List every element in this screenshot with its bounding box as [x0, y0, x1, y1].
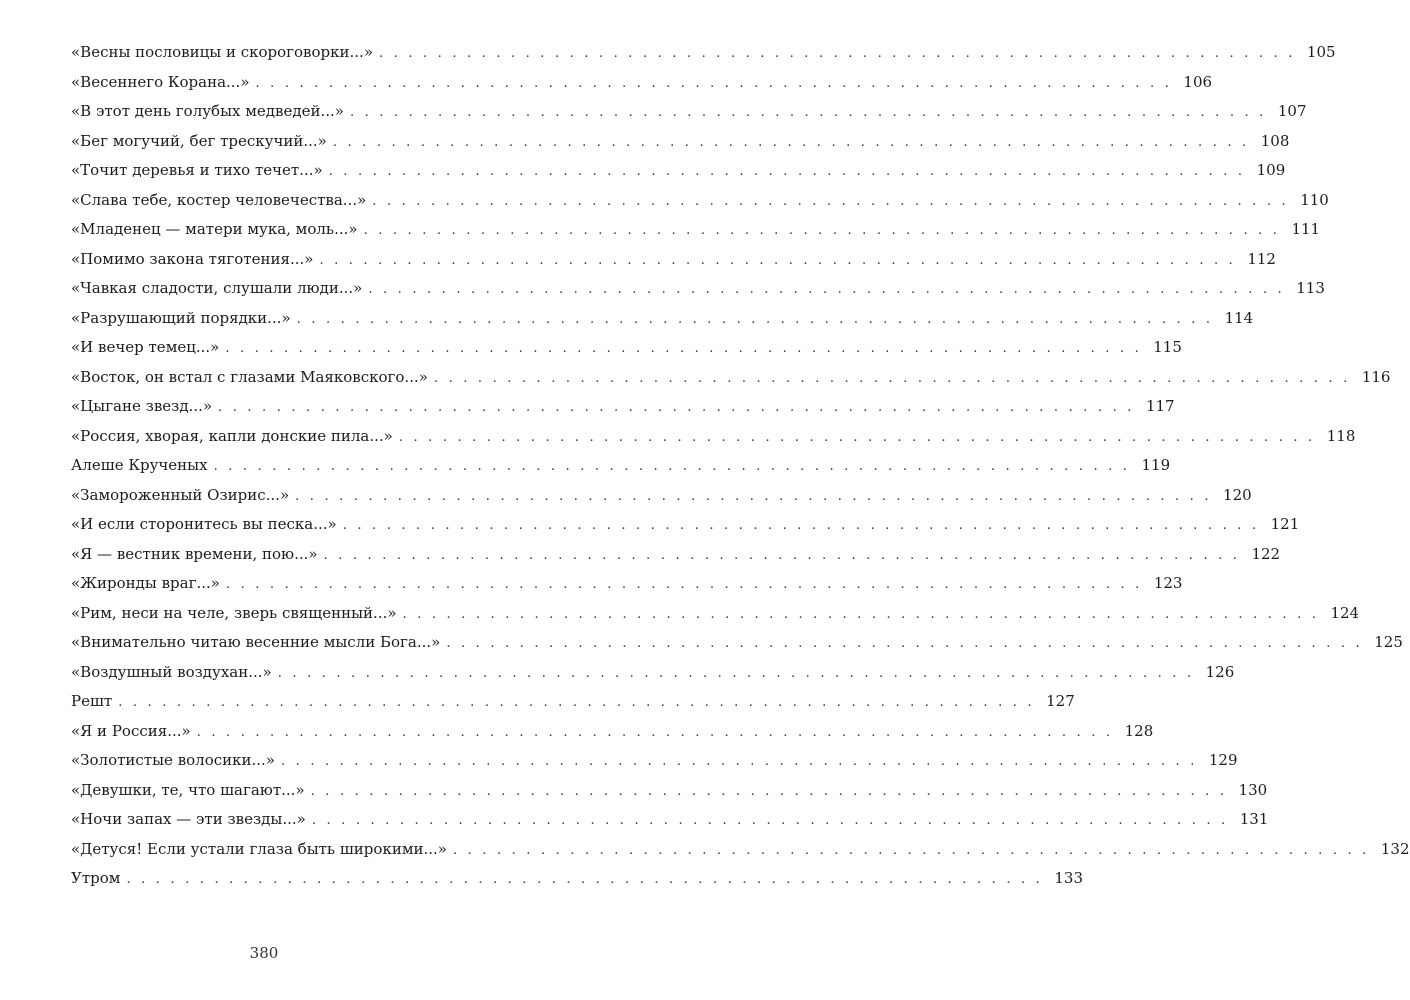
toc-entry-title: «Рим, неси на челе, зверь священный...» [71, 603, 397, 622]
toc-entry [71, 451, 1171, 481]
toc-entry-title: «Младенец — матери мука, моль...» [71, 220, 358, 238]
toc-entry [71, 363, 1391, 393]
toc-entry-page: 114 [1224, 308, 1254, 327]
toc-entry [71, 304, 1254, 334]
toc-entry [71, 864, 1083, 894]
toc-entry-title: «Замороженный Озирис...» [71, 485, 290, 504]
toc-entry [71, 422, 1356, 452]
leader-dots [399, 423, 1316, 453]
leader-dots [118, 688, 1035, 718]
toc-entry-page: 109 [1256, 161, 1286, 179]
leader-dots [372, 187, 1289, 217]
toc-entry-page: 110 [1300, 190, 1329, 209]
toc-entry-page: 130 [1238, 780, 1268, 799]
toc-entry-page: 106 [1183, 72, 1213, 91]
toc-entry [71, 274, 1325, 304]
toc-entry [71, 835, 1410, 865]
toc-entry [71, 687, 1075, 717]
leader-dots [278, 659, 1195, 689]
toc-entry-page: 128 [1124, 721, 1154, 740]
leader-dots [312, 806, 1229, 836]
toc-entry-page: 116 [1361, 367, 1391, 386]
toc-entry-title: «Весеннего Корана...» [71, 72, 250, 91]
toc-entry-title: «Девушки, те, что шагают...» [71, 780, 305, 799]
toc-entry-title: «Слава тебе, костер человечества...» [71, 190, 367, 209]
toc-entry-title: «Весны пословицы и скороговорки...» [71, 43, 373, 61]
toc-entry [71, 776, 1268, 806]
leader-dots [126, 865, 1043, 895]
toc-entry [71, 481, 1252, 511]
toc-entry-title: «Золотистые волосики...» [71, 751, 275, 769]
toc-entry-title: Решт [71, 692, 113, 710]
leader-dots [379, 39, 1296, 69]
leader-dots [311, 777, 1228, 807]
toc-entry-page: 108 [1260, 131, 1290, 150]
toc-entry-title: «Детуся! Если устали глаза быть широкими...» [71, 839, 447, 858]
table-of-contents [71, 38, 1410, 894]
toc-entry-title: «Восток, он встал с глазами Маяковского...» [71, 367, 428, 386]
toc-entry [71, 805, 1269, 835]
toc-entry [71, 599, 1360, 629]
toc-entry-title: «Я и Россия...» [71, 721, 191, 740]
toc-entry [71, 333, 1182, 363]
toc-entry [71, 156, 1286, 186]
toc-entry-page: 127 [1046, 692, 1075, 710]
leader-dots [329, 157, 1246, 187]
toc-entry [71, 392, 1175, 422]
toc-entry-title: «Я — вестник времени, пою...» [71, 544, 318, 563]
toc-entry-page: 117 [1145, 397, 1175, 415]
leader-dots [368, 275, 1285, 305]
toc-entry-title: «В этот день голубых медведей...» [71, 102, 344, 120]
toc-entry-page: 122 [1251, 544, 1281, 563]
toc-entry-page: 111 [1291, 220, 1321, 238]
leader-dots [281, 747, 1198, 777]
toc-entry-title: «Бег могучий, бег трескучий...» [71, 131, 327, 150]
leader-dots [197, 718, 1114, 748]
toc-entry-page: 120 [1223, 485, 1252, 504]
toc-entry-page: 118 [1326, 426, 1356, 445]
toc-entry-title: «Цыгане звезд...» [71, 397, 213, 415]
toc-entry [71, 569, 1183, 599]
leader-dots [434, 364, 1351, 394]
toc-entry-title: «Помимо закона тяготения...» [71, 249, 314, 268]
toc-entry [71, 717, 1154, 747]
toc-entry [71, 245, 1276, 275]
leader-dots [295, 482, 1212, 512]
toc-entry-title: «Россия, хворая, капли донские пила...» [71, 426, 393, 445]
toc-entry-page: 131 [1239, 810, 1269, 828]
leader-dots [214, 452, 1131, 482]
leader-dots [324, 541, 1241, 571]
toc-entry-page: 115 [1153, 338, 1182, 356]
toc-entry-page: 126 [1205, 662, 1235, 681]
toc-entry-page: 113 [1296, 279, 1325, 297]
toc-entry-page: 123 [1153, 574, 1183, 592]
leader-dots [364, 216, 1281, 246]
toc-entry [71, 215, 1321, 245]
page-number: 380 [249, 944, 279, 962]
leader-dots [297, 305, 1214, 335]
leader-dots [446, 629, 1363, 659]
toc-entry [71, 68, 1213, 98]
toc-entry-title: «И если сторонитесь вы песка...» [71, 515, 337, 533]
toc-entry-title: «Разрушающий порядки...» [71, 308, 291, 327]
toc-entry [71, 38, 1336, 68]
toc-entry [71, 658, 1235, 688]
toc-entry [71, 186, 1329, 216]
toc-entry-page: 112 [1247, 249, 1276, 268]
leader-dots [343, 511, 1260, 541]
toc-entry [71, 628, 1403, 658]
toc-entry [71, 540, 1281, 570]
toc-entry-page: 105 [1306, 43, 1336, 61]
leader-dots [256, 69, 1173, 99]
toc-entry-title: «Воздушный воздухан...» [71, 662, 272, 681]
toc-entry-title: «Жиронды враг...» [71, 574, 220, 592]
toc-entry [71, 127, 1290, 157]
toc-entry-title: «Точит деревья и тихо течет...» [71, 161, 323, 179]
toc-entry [71, 510, 1300, 540]
toc-entry-page: 125 [1374, 633, 1403, 651]
leader-dots [350, 98, 1267, 128]
toc-entry-title: «Чавкая сладости, слушали люди...» [71, 279, 363, 297]
leader-dots [226, 570, 1143, 600]
toc-entry-title: «Ночи запах — эти звезды...» [71, 810, 306, 828]
leader-dots [225, 334, 1142, 364]
toc-entry-page: 119 [1141, 456, 1171, 474]
leader-dots [453, 836, 1370, 866]
toc-entry-title: «И вечер темец...» [71, 338, 220, 356]
toc-entry-title: Утром [71, 869, 121, 887]
toc-entry-title: Алеше Крученых [71, 456, 208, 474]
toc-entry-page: 121 [1270, 515, 1300, 533]
leader-dots [319, 246, 1236, 276]
toc-entry-page: 132 [1380, 839, 1410, 858]
toc-entry-page: 133 [1054, 869, 1083, 887]
toc-entry-title: «Внимательно читаю весенние мысли Бога...» [71, 633, 441, 651]
toc-entry-page: 124 [1330, 603, 1360, 622]
leader-dots [333, 128, 1250, 158]
toc-entry-page: 129 [1208, 751, 1238, 769]
toc-entry-page: 107 [1277, 102, 1307, 120]
toc-entry [71, 746, 1238, 776]
leader-dots [218, 393, 1135, 423]
toc-entry [71, 97, 1307, 127]
leader-dots [403, 600, 1320, 630]
